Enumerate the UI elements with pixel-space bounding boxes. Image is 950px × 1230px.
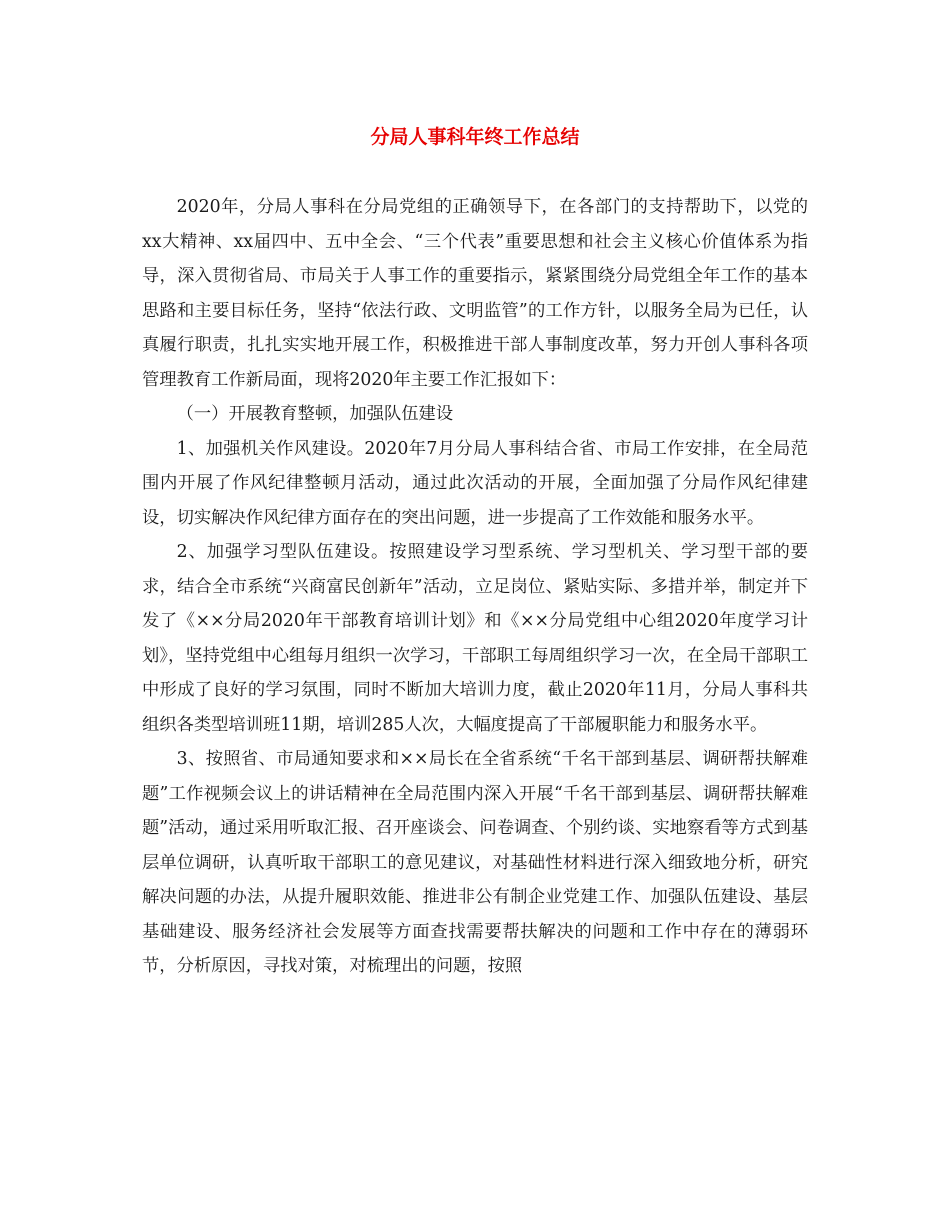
body-paragraph-3: 3、按照省、市局通知要求和××局长在全省系统“千名干部到基层、调研帮扶解难题”工作视频会议上的讲话精神在全局范围内深入开展“千名干部到基层、调研帮扶解难题”活动，通过采用听取汇报、召开座谈会、问卷调查、个别约谈、实地察看等方式到基层单位调研，认真听取干部职工的意见建议，对基础性材料进行深入细致地分析，研究解决问题的办法，从提升履职效能、推进非公有制企业党建工作、加强队伍建设、基层基础建设、服务经济社会发展等方面查找需要帮扶解决的问题和工作中存在的薄弱环节，分析原因，寻找对策，对梳理出的问题，按照 xyxy=(142,749,808,976)
section-heading: （一）开展教育整顿，加强队伍建设 xyxy=(176,404,454,424)
body-paragraph-2: 2、加强学习型队伍建设。按照建设学习型系统、学习型机关、学习型干部的要求，结合全市系统“兴商富民创新年”活动，立足岗位、紧贴实际、多措并举，制定并下发了《××分局2020年干部教育培训计划》和《××分局党组中心组2020年度学习计划》，坚持党组中心组每月组织一次学习，干部职工每周组织学习一次，在全局干部职工中形成了良好的学习氛围，同时不断加大培训力度，截止2020年11月，分局人事科共组织各类型培训班11期，培训285人次，大幅度提高了干部履职能力和服务水平。 xyxy=(142,542,808,735)
intro-paragraph: 2020年，分局人事科在分局党组的正确领导下，在各部门的支持帮助下，以党的xx大精神、xx届四中、五中全会、“三个代表”重要思想和社会主义核心价值体系为指导，深入贯彻省局、市局关于人事工作的重要指示，紧紧围绕分局党组全年工作的基本思路和主要目标任务，坚持“依法行政、文明监管”的工作方针，以服务全局为已任，认真履行职责，扎扎实实地开展工作，积极推进干部人事制度改革，努力开创人事科各项管理教育工作新局面，现将2020年主要工作汇报如下： xyxy=(142,197,808,390)
document-title: 分局人事科年终工作总结 xyxy=(370,126,580,148)
body-paragraph-1: 1、加强机关作风建设。2020年7月分局人事科结合省、市局工作安排，在全局范围内开展了作风纪律整顿月活动，通过此次活动的开展，全面加强了分局作风纪律建设，切实解决作风纪律方面存在的突出问题，进一步提高了工作效能和服务水平。 xyxy=(142,438,808,528)
document-body xyxy=(142,190,808,984)
